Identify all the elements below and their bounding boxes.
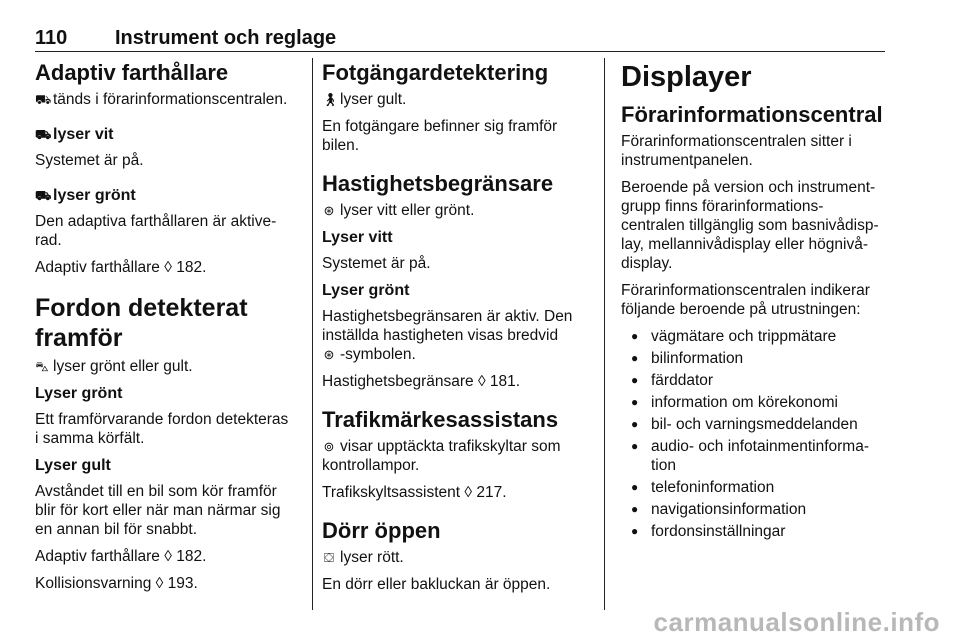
adaptive-cruise-icon: ⛟ <box>35 188 52 203</box>
section-title: Fordon detekterat framför <box>35 294 248 352</box>
adaptive-cruise-icon: ⛟ <box>35 127 52 142</box>
page-header <box>35 27 885 51</box>
subheading: Lyser grönt <box>322 282 410 299</box>
chapter-title: Displayer <box>621 61 752 93</box>
header-rule <box>35 51 885 52</box>
feature-list <box>621 327 889 541</box>
paragraph: Avståndet till en bil som kör framför blir för kort eller när man närmar sig en annan bil för snabbt. <box>35 483 281 538</box>
section-title: Fotgängardetektering <box>322 60 549 85</box>
section-title: Adaptiv farthållare <box>35 60 229 85</box>
vehicle-ahead-icon: ⛍ <box>35 359 49 374</box>
subheading: Lyser gult <box>35 457 111 474</box>
list-item: ● information om körekonomi <box>621 393 889 412</box>
paragraph: Systemet är på. <box>35 152 144 169</box>
watermark: carmanualsonline.info <box>653 607 940 637</box>
page-title: Instrument och reglage <box>115 27 337 49</box>
list-item: ● telefoninformation <box>621 478 889 497</box>
list-item: ● fordonsinställningar <box>621 522 889 541</box>
list-item: ● färddator <box>621 371 889 390</box>
subheading: ⛟ lyser grönt <box>35 187 136 204</box>
paragraph: Hastighetsbegränsaren är aktiv. Den inställda hastigheten visas bredvid ⊛ -symbolen. <box>322 308 573 363</box>
subheading: ⛟ lyser vit <box>35 126 114 143</box>
list-item: ● bilinformation <box>621 349 889 368</box>
section-title: Förarinformationscentral <box>621 102 883 127</box>
column-2: Fotgängardetektering 🚶︎lyser gult. En fotgängare befinner sig framför bilen. Hastighetsbegränsare ⊛ lyser vitt eller grönt. Lyser vitt Systemet är på. Lyser grönt Hastighetsbegränsaren är aktiv. Den inställda hastigheten visas bredvid ⊛ -symbolen. Hastighetsbegränsare ◊ 181. Trafikmärkesassistans ⊚ visar upptäckta trafikskyltar som kontrollampor. Trafikskyltsassistent ◊ 217. Dörr öppen ⛋ lyser rött. En dörr eller bakluckan är öppen. <box>322 60 594 602</box>
cross-reference[interactable]: Adaptiv farthållare ◊ 182. <box>35 548 207 565</box>
list-item: ● bil- och varningsmeddelanden <box>621 415 889 434</box>
column-divider <box>312 58 313 610</box>
list-item: ● navigationsinformation <box>621 500 889 519</box>
paragraph: ⊚ visar upptäckta trafikskyltar som kontrollampor. <box>322 438 561 474</box>
column-3 <box>621 60 889 544</box>
paragraph: Beroende på version och instrument- grupp finns förarinformations- centralen tillgänglig som basnivådisp- lay, mellannivådisplay eller högnivå- display. <box>621 179 879 272</box>
cross-reference[interactable]: Adaptiv farthållare ◊ 182. <box>35 259 207 276</box>
paragraph: Systemet är på. <box>322 255 431 272</box>
cross-reference[interactable]: Trafikskyltsassistent ◊ 217. <box>322 484 507 501</box>
column-divider <box>604 58 605 610</box>
page-number: 110 <box>35 27 68 49</box>
subheading: Lyser grönt <box>35 385 123 402</box>
adaptive-cruise-icon: ⛟ <box>35 92 52 107</box>
pedestrian-icon: 🚶︎ <box>322 92 339 107</box>
list-item: ● vägmätare och trippmätare <box>621 327 889 346</box>
column-1: Adaptiv farthållare ⛟ tänds i förarinformationscentralen. ⛟ lyser vit Systemet är på. ⛟ lyser grönt Den adaptiva farthållaren är aktive- rad. Adaptiv farthållare ◊ 182. Fordon detekterat framför ⛍ lyser grönt eller gult. Lyser grönt Ett framförvarande fordon detekteras i samma körfält. Lyser gult Avståndet till en bil som kör framför blir för kort eller när man närmar sig en annan bil för snabbt. Adaptiv farthållare ◊ 182. Kollisionsvarning ◊ 193. <box>35 60 303 601</box>
section-title: Hastighetsbegränsare <box>322 171 554 196</box>
section-title: Dörr öppen <box>322 518 441 543</box>
cross-reference[interactable]: Kollisionsvarning ◊ 193. <box>35 575 198 592</box>
traffic-sign-icon: ⊚ <box>323 439 335 454</box>
paragraph: En dörr eller bakluckan är öppen. <box>322 576 551 593</box>
section-title: Trafikmärkesassistans <box>322 407 559 432</box>
speed-limiter-icon: ⊛ <box>323 203 335 218</box>
speed-limiter-icon: ⊛ <box>323 347 335 362</box>
paragraph: Förarinformationscentralen sitter i instrumentpanelen. <box>621 133 852 169</box>
cross-reference[interactable]: Hastighetsbegränsare ◊ 181. <box>322 373 521 390</box>
list-item: ● audio- och infotainmentinforma- tion <box>621 437 889 475</box>
paragraph: Den adaptiva farthållaren är aktive- rad. <box>35 213 277 249</box>
door-open-icon: ⛋ <box>324 550 334 565</box>
subheading: Lyser vitt <box>322 229 393 246</box>
paragraph: En fotgängare befinner sig framför bilen. <box>322 118 558 154</box>
paragraph: Ett framförvarande fordon detekteras i samma körfält. <box>35 411 289 447</box>
paragraph: Förarinformationscentralen indikerar följande beroende på utrustningen: <box>621 282 870 318</box>
